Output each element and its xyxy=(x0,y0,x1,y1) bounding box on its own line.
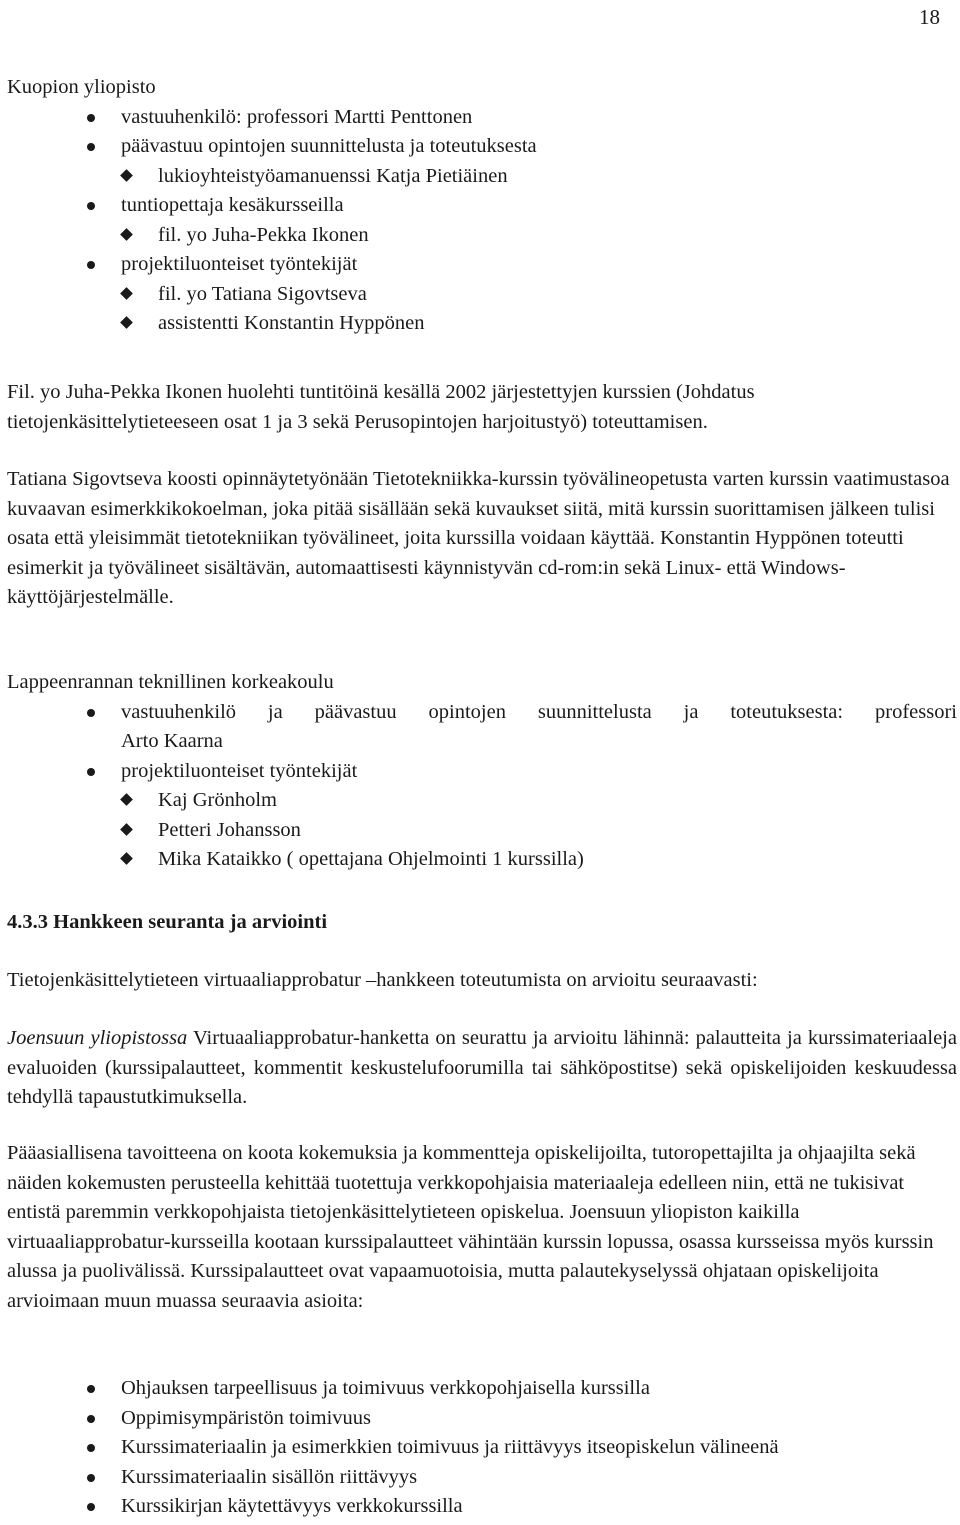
list-item: Mika Kataikko ( opettajana Ohjelmointi 1 kurssilla) xyxy=(7,845,957,875)
list-item-continuation: Arto Kaarna xyxy=(121,730,223,752)
list-item: Kurssimateriaalin ja esimerkkien toimivuus ja riittävyys itseopiskelun välineenä xyxy=(7,1433,957,1463)
kuopio-section xyxy=(7,73,957,339)
evaluation-list xyxy=(7,1374,957,1522)
list-item: Petteri Johansson xyxy=(7,816,957,846)
list-item: projektiluonteiset työntekijät xyxy=(7,250,957,280)
list-item: Kurssimateriaalin sisällön riittävyys xyxy=(7,1463,957,1493)
list-item: Oppimisympäristön toimivuus xyxy=(7,1404,957,1434)
joensuu-text: Virtuaaliapprobatur-hanketta on seurattu ja arvioitu lähinnä: palautteita ja kurssimateriaaleja evaluoiden (kurssipalautteet, kommentit keskustelufoorumilla tai sähköpostitse) sekä opiskelijoiden keskuudessa tehdyllä tapaustutkimuksella. xyxy=(7,1027,957,1108)
kuopio-title: Kuopion yliopisto xyxy=(7,76,156,98)
list-item: assistentti Konstantin Hyppönen xyxy=(7,309,957,339)
list-item: fil. yo Juha-Pekka Ikonen xyxy=(7,221,957,251)
section-heading: 4.3.3 Hankkeen seuranta ja arviointi xyxy=(7,911,328,933)
kuopio-list xyxy=(7,103,957,339)
lappeenranta-title: Lappeenrannan teknillinen korkeakoulu xyxy=(7,671,334,693)
lappeenranta-section xyxy=(7,668,957,875)
paragraph-intro: Tietojenkäsittelytieteen virtuaaliapprobatur –hankkeen toteutumista on arvioitu seuraavasti: xyxy=(7,969,758,991)
page-number: 18 xyxy=(919,5,940,29)
paragraph-joensuu xyxy=(7,1024,957,1113)
list-item: Ohjauksen tarpeellisuus ja toimivuus verkkopohjaisella kurssilla xyxy=(7,1374,957,1404)
paragraph-sigovtseva: Tatiana Sigovtseva koosti opinnäytetyönään Tietotekniikka-kurssin työvälineopetusta varten kurssin vaatimustasoa kuvaavan esimerkkikokoelman, joka pitää sisällään sekä kuvaukset siitä, mitä kurssin suorittamisen jälkeen tulisi osata että yleisimmät tietotekniikan työvälineet, joita kurssilla voidaan käyttää. Konstantin Hyppönen toteutti esimerkit ja työvälineet sisältävän, automaattisesti käynnistyvän cd-rom:in sekä Linux- että Windows-käyttöjärjestelmälle. xyxy=(7,468,950,608)
list-item: lukioyhteistyöamanuenssi Katja Pietiäinen xyxy=(7,162,957,192)
list-item: projektiluonteiset työntekijät xyxy=(7,757,957,787)
list-item: Kaj Grönholm xyxy=(7,786,957,816)
list-item: päävastuu opintojen suunnittelusta ja toteutuksesta xyxy=(7,132,957,162)
lappeenranta-list xyxy=(7,698,957,875)
list-item: fil. yo Tatiana Sigovtseva xyxy=(7,280,957,310)
list-item: tuntiopettaja kesäkursseilla xyxy=(7,191,957,221)
paragraph-goals: Pääasiallisena tavoitteena on koota kokemuksia ja kommentteja opiskelijoilta, tutoropettajilta ja ohjaajilta sekä näiden kokemusten perusteella kehittää tuotettuja verkkopohjaisia materiaaleja edelleen niin, että ne tukisivat entistä paremmin verkkopohjaista tietojenkäsittelytieteen opiskelua. Joensuun yliopiston kaikilla virtuaaliapprobatur-kursseilla kootaan kurssipalautteet vähintään kurssin lopussa, osassa kursseissa myös kurssin alussa ja puolivälissä. Kurssipalautteet ovat vapaamuotoisia, mutta palautekyselyssä ohjataan opiskelijoita arvioimaan muun muassa seuraavia asioita: xyxy=(7,1142,934,1312)
list-item: vastuuhenkilö ja päävastuu opintojen suunnittelusta ja toteutuksesta: professori xyxy=(7,698,957,728)
paragraph-ikonen: Fil. yo Juha-Pekka Ikonen huolehti tuntitöinä kesällä 2002 järjestettyjen kurssien (Johdatus tietojenkäsittelytieteeseen osat 1 ja 3 sekä Perusopintojen harjoitustyö) toteuttamisen. xyxy=(7,381,755,433)
list-item: Kurssikirjan käytettävyys verkkokurssilla xyxy=(7,1492,957,1522)
joensuu-emphasis: Joensuun yliopistossa xyxy=(7,1027,188,1049)
list-item: vastuuhenkilö: professori Martti Penttonen xyxy=(7,103,957,133)
